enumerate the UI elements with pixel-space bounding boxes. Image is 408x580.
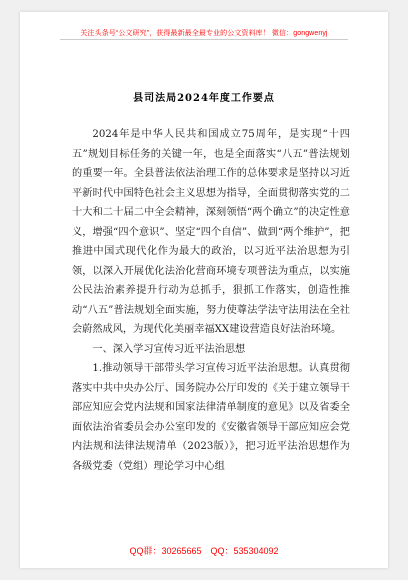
header-banner: 关注头条号“公文研究”，获得最新最全最专业的公文资料库！ 微信：gongwenyj xyxy=(80,30,328,37)
section-heading: 一、深入学习宣传习近平法治思想 xyxy=(92,343,246,355)
intro-paragraph: 2024年是中华人民共和国成立75周年，是实现“十四五”规划目标任务的关键一年，也是全面落实“八五”普法规划的重要一年。全县普法依法治理工作的总体要求是坚持以习近平新时代中国特色社会主义思想为指导，全面贯彻落实党的二十大和二十届二中全会精神，深刻领悟“两个确立”的决定性意义，增强“四个意识”、坚定“四个自信”、做到“两个维护”，把推进中国式现代化作为最大的政治，以习近平法治思想为引领，以深入开展优化法治化营商环境专项普法为重点，以实施公民法治素养提升行动为总抓手，狠抓工作落实，创造性推动“八五”普法规划全面实施，努力使尊法学法守法用法在全社会蔚然成风，为现代化美丽幸福XX建设营造良好法治环境。 xyxy=(72,129,350,335)
document-title: 县司法局2024年度工作要点 xyxy=(133,93,275,104)
header-divider xyxy=(60,39,348,40)
section-paragraph: 1.推动领导干部带头学习宣传习近平法治思想。认真贯彻落实中共中央办公厅、国务院办公厅印发的《关于建立领导干部应知应会党内法规和国家法律清单制度的意见》以及省委全面依法治省委员会办公室印发的《安徽省领导干部应知应会党内法规和法律法规清单（2023版）》，把习近平法治思想作为各级党委（党组）理论学习中心组 xyxy=(72,363,350,472)
footer-contact: QQ群：30265665 QQ：535304092 xyxy=(129,546,279,556)
document-page xyxy=(20,12,388,568)
document-body xyxy=(72,125,350,476)
